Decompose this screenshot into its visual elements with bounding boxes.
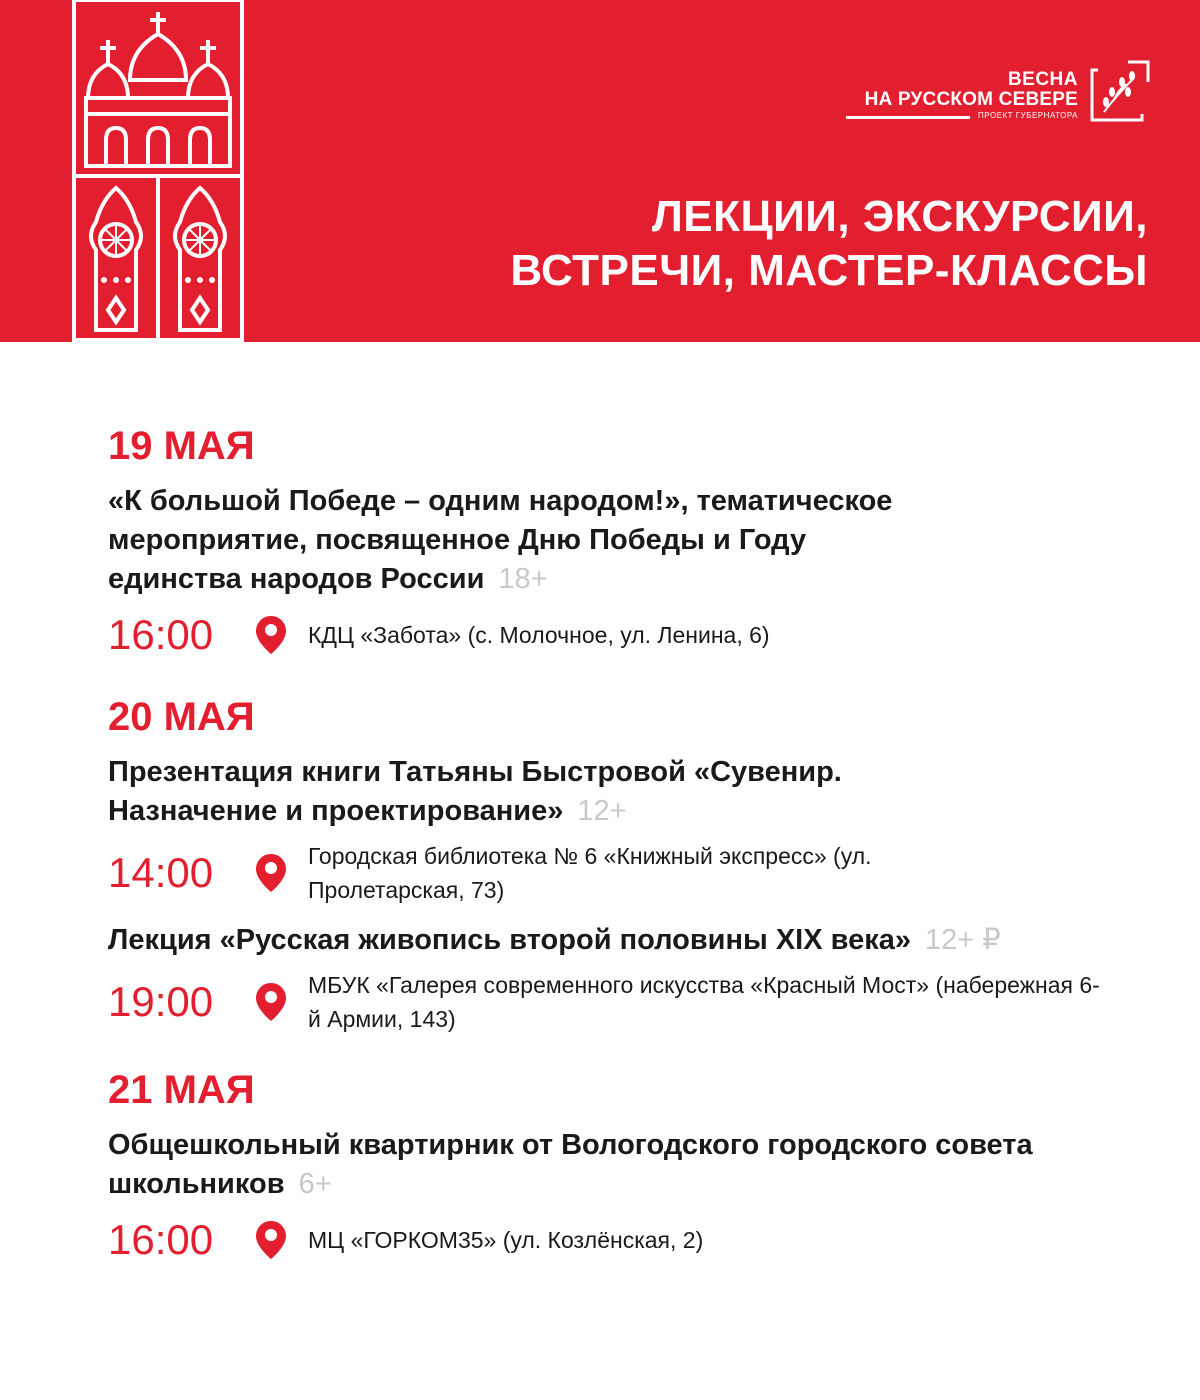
- age-badge: 6+: [298, 1168, 332, 1200]
- willow-branch-icon: [1088, 58, 1152, 124]
- event-title: [108, 753, 928, 831]
- event-item: [108, 482, 1168, 663]
- date-heading: 21 МАЯ: [108, 1068, 255, 1112]
- event-item: [108, 1126, 1168, 1268]
- event-time: 14:00: [108, 849, 214, 896]
- event-title: [108, 1126, 1078, 1204]
- event-title-text: Презентация книги Татьяны Быстровой «Сувенир. Назначение и проектирование»: [108, 756, 842, 827]
- event-details: [108, 607, 1168, 663]
- event-title: [108, 482, 928, 599]
- location-pin-icon: [256, 983, 286, 1021]
- day-block: [108, 1064, 1168, 1268]
- event-title-text: Общешкольный квартирник от Вологодского городского совета школьников: [108, 1129, 1033, 1200]
- event-item: [108, 753, 1168, 907]
- brand-text: [865, 70, 1078, 121]
- age-badge: 18+: [498, 563, 548, 595]
- date-heading: 19 МАЯ: [108, 424, 255, 468]
- brand-logo: [840, 58, 1152, 128]
- brand-underline: [846, 116, 970, 119]
- brand-line2: НА РУССКОМ СЕВЕРЕ: [864, 89, 1078, 110]
- location-pin-icon: [256, 854, 286, 892]
- event-title-text: Лекция «Русская живопись второй половины XIX века»: [108, 924, 911, 956]
- event-details: [108, 839, 1168, 907]
- brand-line1: ВЕСНА: [1007, 69, 1078, 90]
- event-item: [108, 921, 1168, 1036]
- event-title-text: «К большой Победе – одним народом!», тематическое мероприятие, посвященное Дню Победы и Году единства народов России: [108, 485, 893, 595]
- age-badge: 12+ ₽: [924, 924, 1001, 956]
- event-place: МЦ «ГОРКОМ35» (ул. Козлёнская, 2): [308, 1227, 704, 1253]
- page-title: [510, 190, 1148, 298]
- schedule: [108, 420, 1168, 1296]
- page-title-line2: ВСТРЕЧИ, МАСТЕР-КЛАССЫ: [510, 246, 1148, 295]
- date-heading: 20 МАЯ: [108, 695, 255, 739]
- event-details: [108, 968, 1168, 1036]
- event-place: Городская библиотека № 6 «Книжный экспресс» (ул. Пролетарская, 73): [308, 843, 872, 903]
- event-title: [108, 921, 1168, 960]
- church-ornament-icon: [72, 0, 244, 342]
- day-block: [108, 691, 1168, 1036]
- event-time: 16:00: [108, 611, 214, 658]
- age-badge: 12+: [577, 795, 627, 827]
- location-pin-icon: [256, 616, 286, 654]
- page-title-line1: ЛЕКЦИИ, ЭКСКУРСИИ,: [651, 192, 1148, 241]
- location-pin-icon: [256, 1221, 286, 1259]
- brand-line3: ПРОЕКТ ГУБЕРНАТОРА: [978, 111, 1078, 120]
- day-block: [108, 420, 1168, 663]
- header-banner: [0, 0, 1200, 342]
- event-time: 16:00: [108, 1216, 214, 1263]
- event-place: КДЦ «Забота» (с. Молочное, ул. Ленина, 6): [308, 622, 770, 648]
- event-place: МБУК «Галерея современного искусства «Красный Мост» (набережная 6-й Армии, 143): [308, 972, 1100, 1032]
- event-time: 19:00: [108, 978, 214, 1025]
- event-details: [108, 1212, 1168, 1268]
